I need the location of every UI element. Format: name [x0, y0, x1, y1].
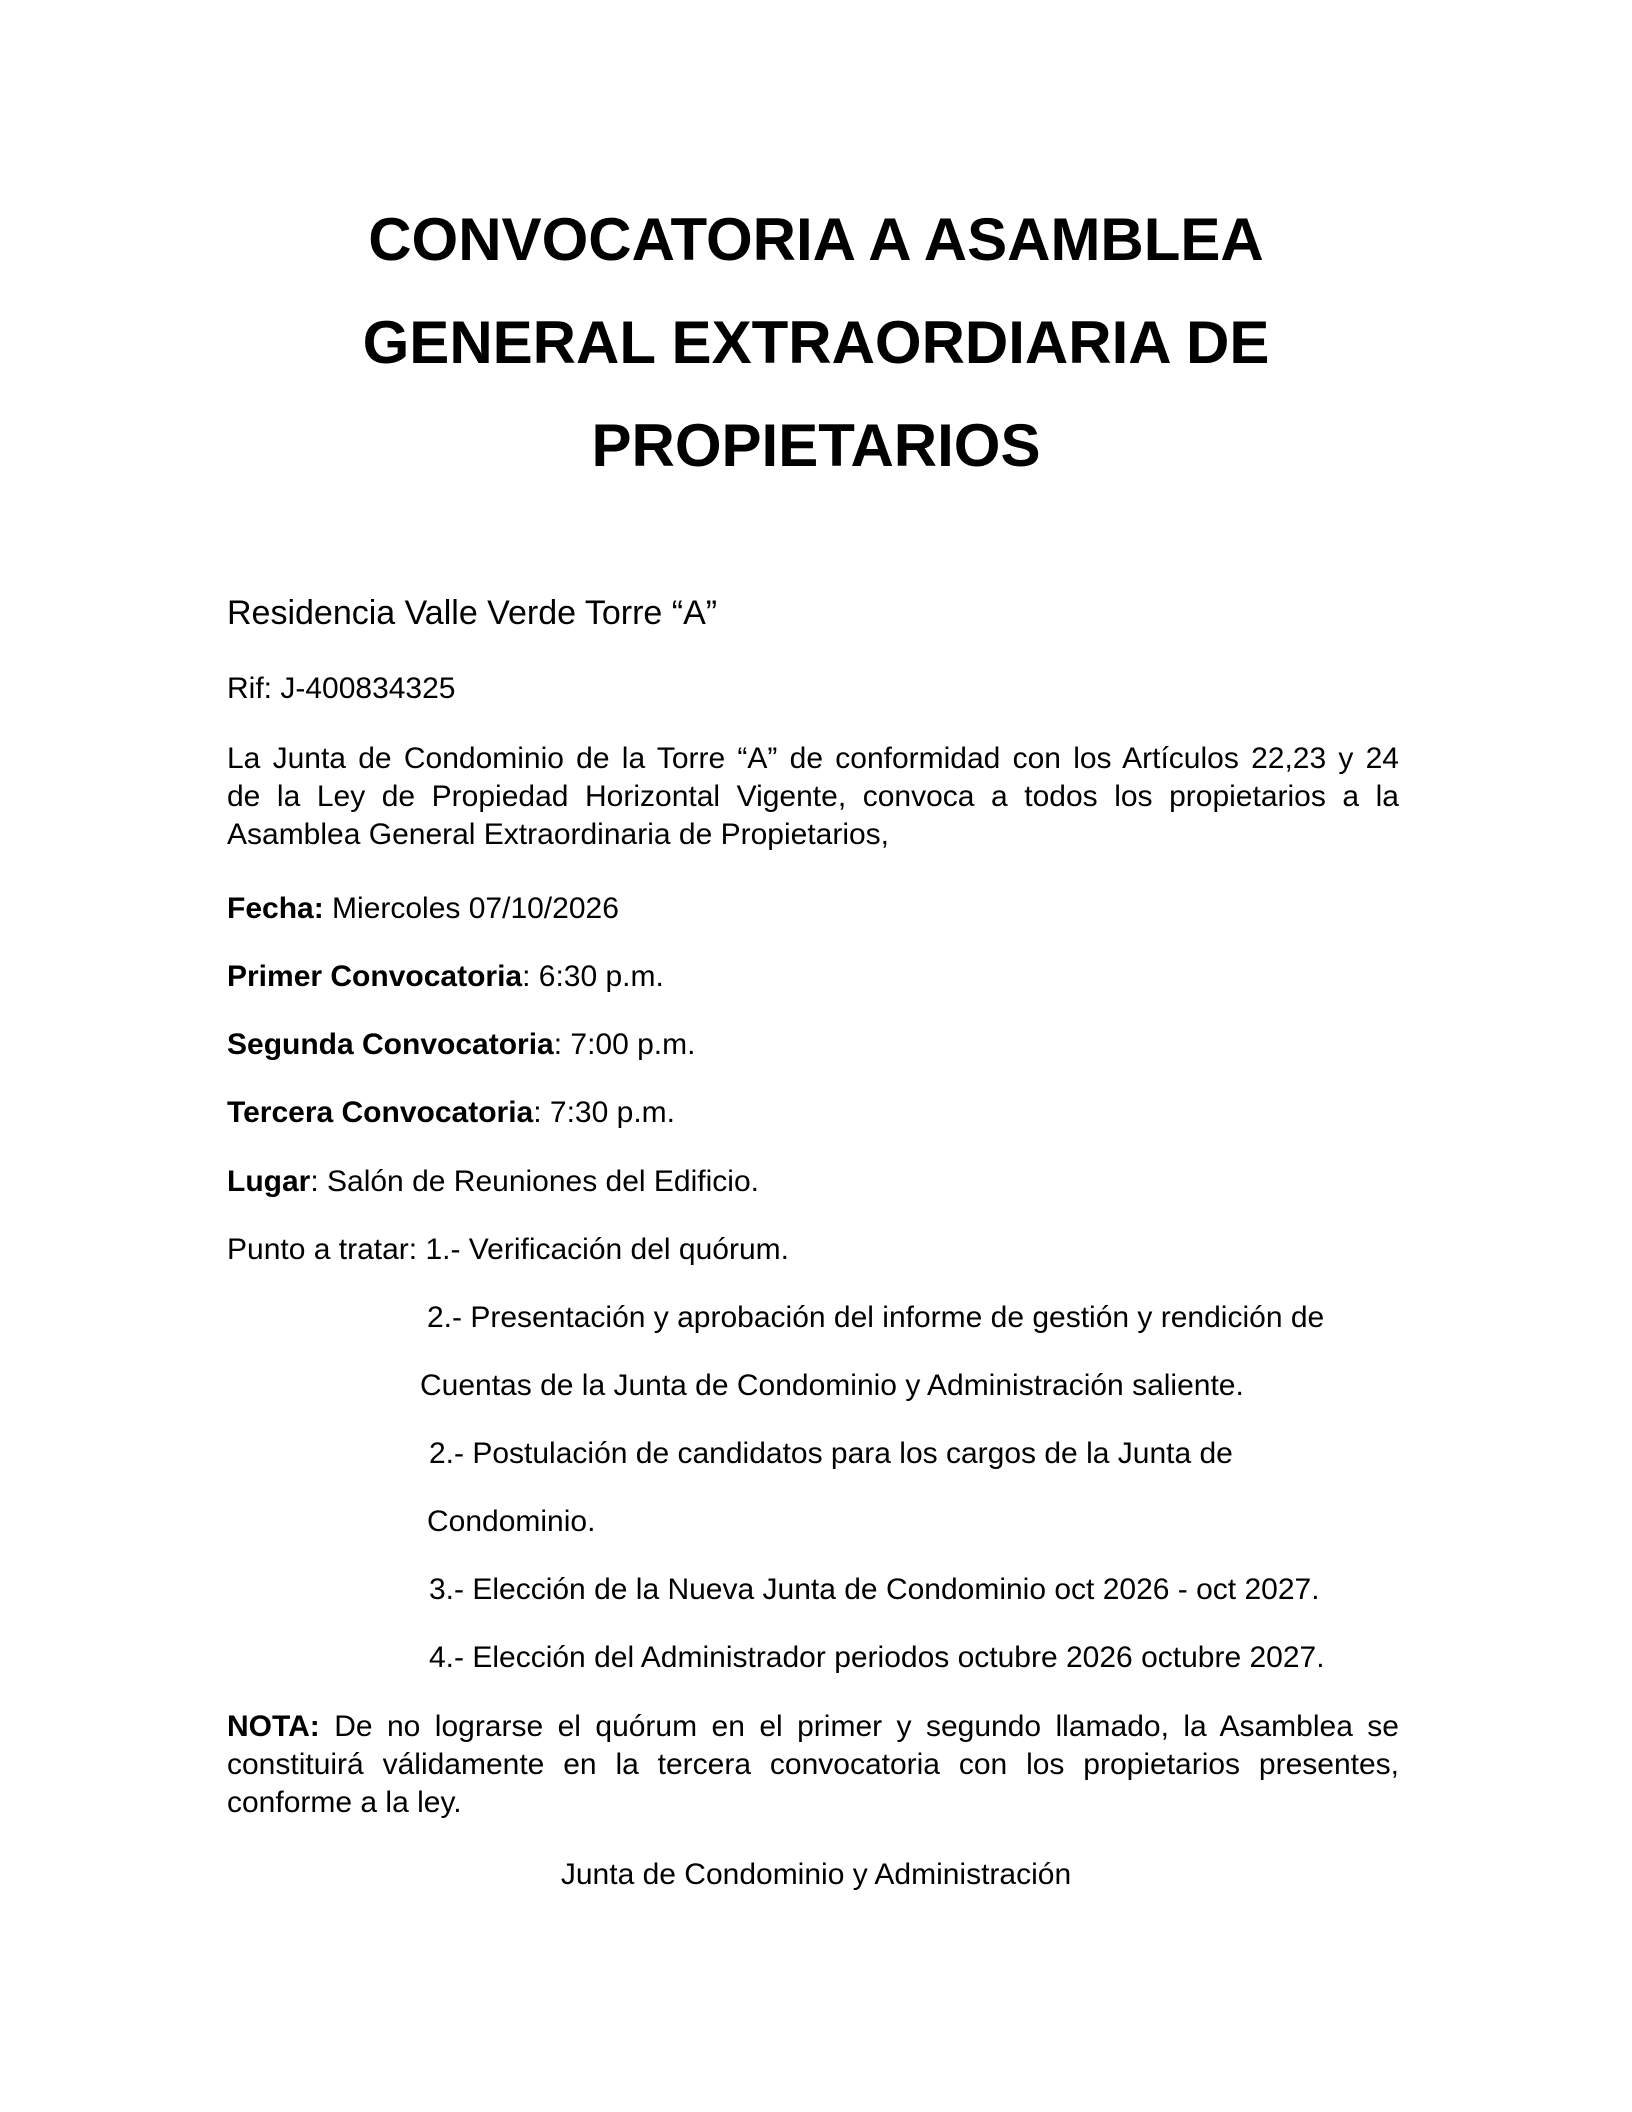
agenda-item-4: 4.- Elección del Administrador periodos octubre 2026 octubre 2027.	[429, 1641, 1325, 1674]
tercera-convocatoria-value: : 7:30 p.m.	[533, 1096, 675, 1129]
lugar-value: : Salón de Reuniones del Edificio.	[310, 1165, 759, 1198]
residence-name: Residencia Valle Verde Torre “A”	[227, 594, 718, 632]
nota-line-2: constituirá válidamente en la tercera convocatoria con los propietarios presentes,	[227, 1748, 1399, 1781]
agenda-item-2a: 2.- Presentación y aprobación del informe de gestión y rendición de	[427, 1301, 1325, 1334]
signature: Junta de Condominio y Administración	[560, 1858, 1072, 1891]
intro-line-2: de la Ley de Propiedad Horizontal Vigente, convoca a todos los propietarios a la	[227, 780, 1399, 813]
tercera-convocatoria-line	[227, 1094, 675, 1132]
nota-paragraph	[227, 1708, 1399, 1822]
lugar-label: Lugar	[227, 1165, 311, 1198]
fecha-line	[227, 890, 619, 928]
lugar-line	[227, 1163, 759, 1201]
agenda-item-3: 3.- Elección de la Nueva Junta de Condominio oct 2026 - oct 2027.	[429, 1573, 1320, 1606]
document-title	[0, 188, 1632, 497]
tercera-convocatoria-label: Tercera Convocatoria	[227, 1096, 534, 1129]
nota-line-3: conforme a la ley.	[227, 1786, 462, 1819]
title-line-2: GENERAL EXTRAORDIARIA DE	[362, 309, 1270, 376]
agenda-item-2d: Condominio.	[427, 1505, 596, 1538]
fecha-value: Miercoles 07/10/2026	[323, 892, 619, 925]
segunda-convocatoria-value: : 7:00 p.m.	[553, 1028, 696, 1061]
primer-convocatoria-value: : 6:30 p.m.	[522, 960, 664, 993]
segunda-convocatoria-label: Segunda Convocatoria	[227, 1028, 554, 1061]
fecha-label: Fecha:	[227, 892, 324, 925]
rif-number: Rif: J-400834325	[227, 672, 456, 705]
segunda-convocatoria-line	[227, 1026, 695, 1064]
nota-label: NOTA:	[227, 1710, 320, 1743]
nota-line-1	[227, 1708, 1399, 1746]
intro-line-3: Asamblea General Extraordinaria de Propietarios,	[227, 818, 890, 851]
agenda-heading: Punto a tratar: 1.- Verificación del quórum.	[227, 1233, 789, 1266]
agenda-item-2c: 2.- Postulación de candidatos para los cargos de la Junta de	[429, 1437, 1233, 1470]
primer-convocatoria-line	[227, 958, 664, 996]
intro-paragraph	[227, 740, 1399, 854]
primer-convocatoria-label: Primer Convocatoria	[227, 960, 523, 993]
title-line-3: PROPIETARIOS	[591, 412, 1041, 479]
title-line-1: CONVOCATORIA A ASAMBLEA	[368, 206, 1264, 273]
nota-text-1: De no lograrse el quórum en el primer y segundo llamado, la Asamblea se	[319, 1710, 1399, 1743]
agenda-item-2b: Cuentas de la Junta de Condominio y Administración saliente.	[420, 1369, 1244, 1402]
intro-line-1: La Junta de Condominio de la Torre “A” de conformidad con los Artículos 22,23 y 24	[227, 742, 1399, 775]
